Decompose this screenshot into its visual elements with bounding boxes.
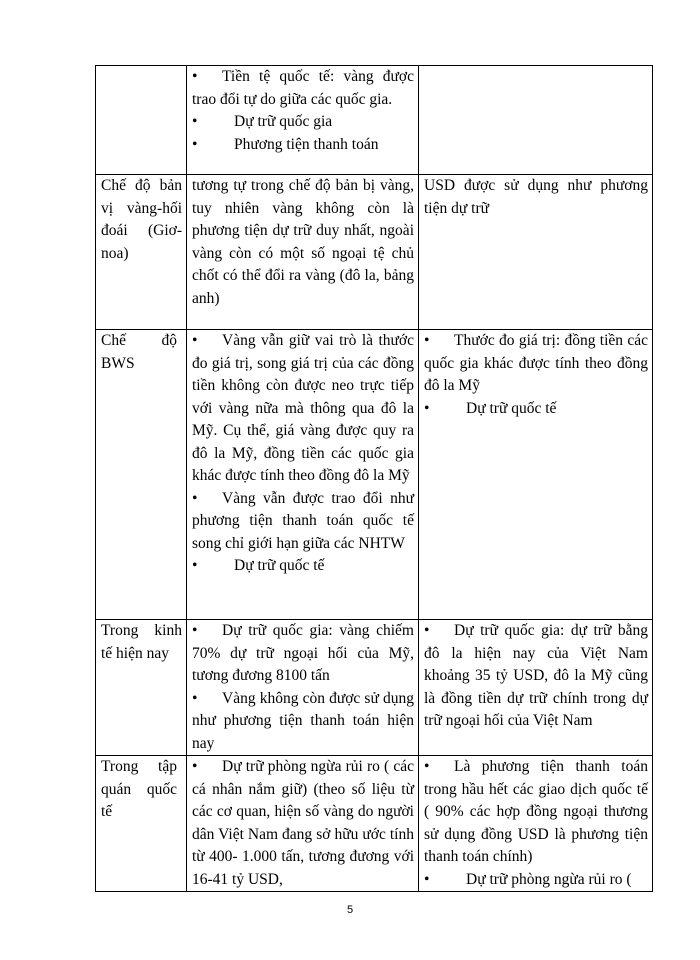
- table-row: [96, 756, 653, 892]
- bullet-icon: •: [192, 489, 198, 507]
- comparison-table: [95, 65, 653, 892]
- bullet-icon: •: [424, 758, 430, 775]
- bullet-icon: •: [424, 332, 430, 349]
- list-item: • Vàng vẫn được trao đổi như phương tiện thanh toán quốc tế song chỉ giới hạn giữa các NHTW: [192, 489, 414, 552]
- bullet-icon: •: [192, 622, 198, 639]
- table-row: [96, 330, 653, 620]
- list-item: • Phương tiện thanh toán: [192, 134, 414, 157]
- list-item: • Dự trữ quốc gia: vàng chiếm 70% dự trữ ngoại hối của Mỹ, tương đương 8100 tấn: [192, 622, 414, 684]
- bullet-icon: •: [192, 557, 198, 574]
- usd-role-cell: USD được sử dụng như phương tiện dự trữ: [419, 175, 653, 330]
- list-item: • Tiền tệ quốc tế: vàng được trao đổi tự do giữa các quốc gia.: [192, 68, 414, 108]
- row-label-cell: Chế độ bản vị vàng-hối đoái (Giơ-noa): [96, 175, 187, 330]
- list-item: • Dự trữ quốc tế: [424, 398, 648, 421]
- bullet-icon: •: [192, 135, 198, 153]
- list-item: • Là phương tiện thanh toán trong hầu hết các giao dịch quốc tế ( 90% các hợp đồng ngoại thương sử dụng đồng USD là phương tiện thanh toán chính): [424, 758, 648, 865]
- bullet-icon: •: [192, 332, 198, 349]
- bullet-icon: •: [424, 399, 430, 417]
- bullet-icon: •: [424, 870, 430, 888]
- list-item: • Vàng vẫn giữ vai trò là thước đo giá trị, song giá trị của các đồng tiền không còn được neo trực tiếp với vàng nữa mà thông qua đô la Mỹ. Cụ thể, giá vàng được quy ra đô la Mỹ, đồng tiền các quốc gia khác được tính theo đồng đô la Mỹ: [192, 332, 414, 484]
- row-label-cell: Trong tập quán quốc tế: [96, 756, 187, 892]
- usd-role-cell: [419, 756, 653, 892]
- row-label-cell: Trong kinh tế hiện nay: [96, 620, 187, 756]
- table-row: [96, 66, 653, 175]
- bullet-icon: •: [192, 113, 198, 130]
- list-item: • Dự trữ quốc gia: [192, 111, 414, 134]
- gold-role-cell: [187, 756, 419, 892]
- list-item: • Dự trữ phòng ngừa rủi ro ( các cá nhân nắm giữ) (theo số liệu từ các cơ quan, hiện số vàng do người dân Việt Nam đang sở hữu ước tính từ 400- 1.000 tấn, tương đương với 16-41 tỷ USD,: [192, 758, 414, 888]
- gold-role-cell: [187, 330, 419, 620]
- list-item: • Thước đo giá trị: đồng tiền các quốc gia khác được tính theo đồng đô la Mỹ: [424, 332, 648, 394]
- usd-role-cell: [419, 620, 653, 756]
- usd-role-cell: [419, 330, 653, 620]
- bullet-icon: •: [192, 689, 198, 707]
- bullet-icon: •: [424, 622, 430, 639]
- gold-role-cell: [187, 66, 419, 175]
- gold-role-cell: tương tự trong chế độ bản bị vàng, tuy nhiên vàng không còn là phương tiện dự trữ duy nhất, ngoài vàng còn có một số ngoại tệ chủ chốt có thể đổi ra vàng (đô la, bảng anh): [187, 175, 419, 330]
- usd-role-cell: [419, 66, 653, 175]
- gold-role-cell: [187, 620, 419, 756]
- row-label-cell: [96, 66, 187, 175]
- page-number: 5: [346, 904, 354, 916]
- table-row: [96, 620, 653, 756]
- bullet-icon: •: [192, 68, 198, 85]
- bullet-icon: •: [192, 758, 198, 775]
- row-label-cell: Chế độ BWS: [96, 330, 187, 620]
- list-item: • Dự trữ quốc tế: [192, 555, 414, 578]
- table-row: [96, 175, 653, 330]
- list-item: • Dự trữ quốc gia: dự trữ bằng đô la hiện nay của Việt Nam khoảng 35 tỷ USD, đô la Mỹ cũng là đồng tiền dự trữ chính trong dự trữ ngoại hối của Việt Nam: [424, 622, 648, 729]
- list-item: • Vàng không còn được sử dụng như phương tiện thanh toán hiện nay: [192, 689, 414, 752]
- list-item: • Dự trữ phòng ngừa rủi ro (: [424, 869, 648, 892]
